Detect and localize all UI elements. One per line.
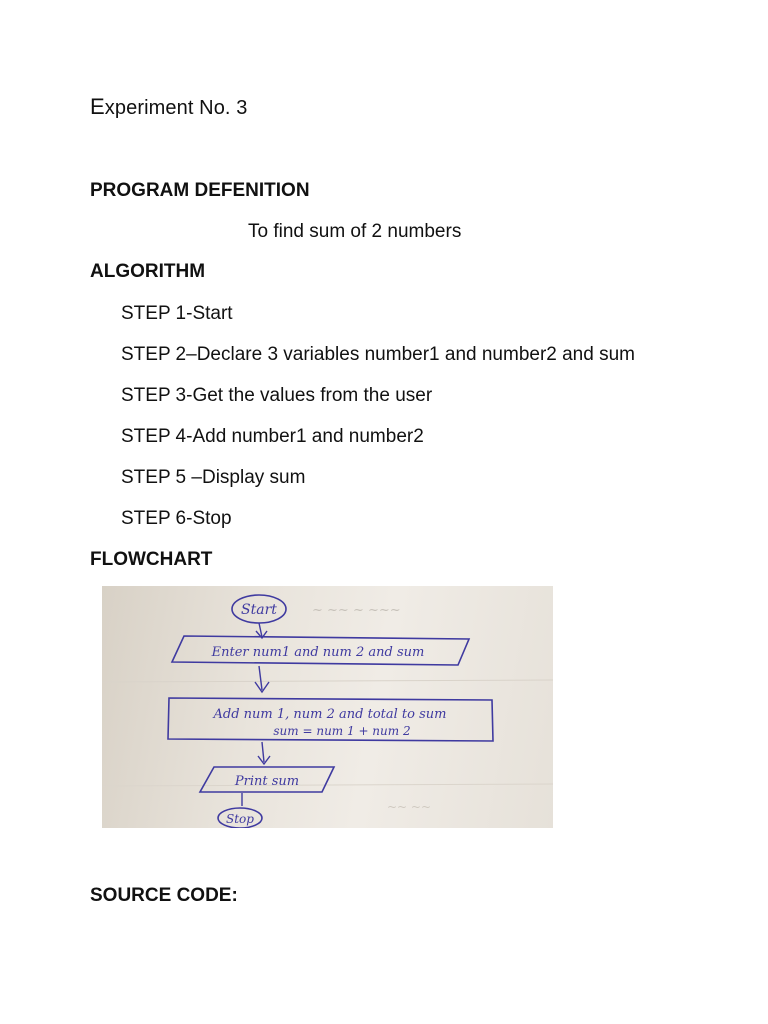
process-label-line2: sum = num 1 + num 2 [273,724,411,738]
source-code-heading: SOURCE CODE: [90,885,238,906]
algorithm-step-3: STEP 3-Get the values from the user [121,385,433,406]
algorithm-step-5: STEP 5 –Display sum [121,467,306,488]
experiment-title [90,94,247,120]
flow-arrow [259,666,262,690]
experiment-title-rest: xperiment No. 3 [104,97,248,119]
algorithm-step-4: STEP 4-Add number1 and number2 [121,426,424,447]
bleed-through-text: ~~ ~~ [387,800,432,814]
algorithm-heading: ALGORITHM [90,261,206,282]
stop-label: Stop [226,812,254,826]
flowchart-drawing [102,586,553,828]
start-label: Start [241,602,277,618]
algorithm-step-1: STEP 1-Start [121,303,233,324]
paper-rule-line [102,784,553,786]
process-label-line1: Add num 1, num 2 and total to sum [213,707,447,722]
algorithm-step-2: STEP 2–Declare 3 variables number1 and number2 and sum [121,344,635,365]
flowchart-photo [102,586,553,828]
experiment-title-initial: E [90,94,105,119]
output-label: Print sum [234,774,300,789]
flow-arrow [262,742,264,762]
program-definition-heading: PROGRAM DEFENITION [90,180,310,201]
paper-rule-line [102,680,553,682]
algorithm-step-6: STEP 6-Stop [121,508,232,529]
flowchart-heading: FLOWCHART [90,549,213,570]
program-definition-text: To find sum of 2 numbers [248,221,462,242]
bleed-through-text: ~ ~~ ~ ~~~ [312,603,401,618]
input-label: Enter num1 and num 2 and sum [211,645,425,660]
